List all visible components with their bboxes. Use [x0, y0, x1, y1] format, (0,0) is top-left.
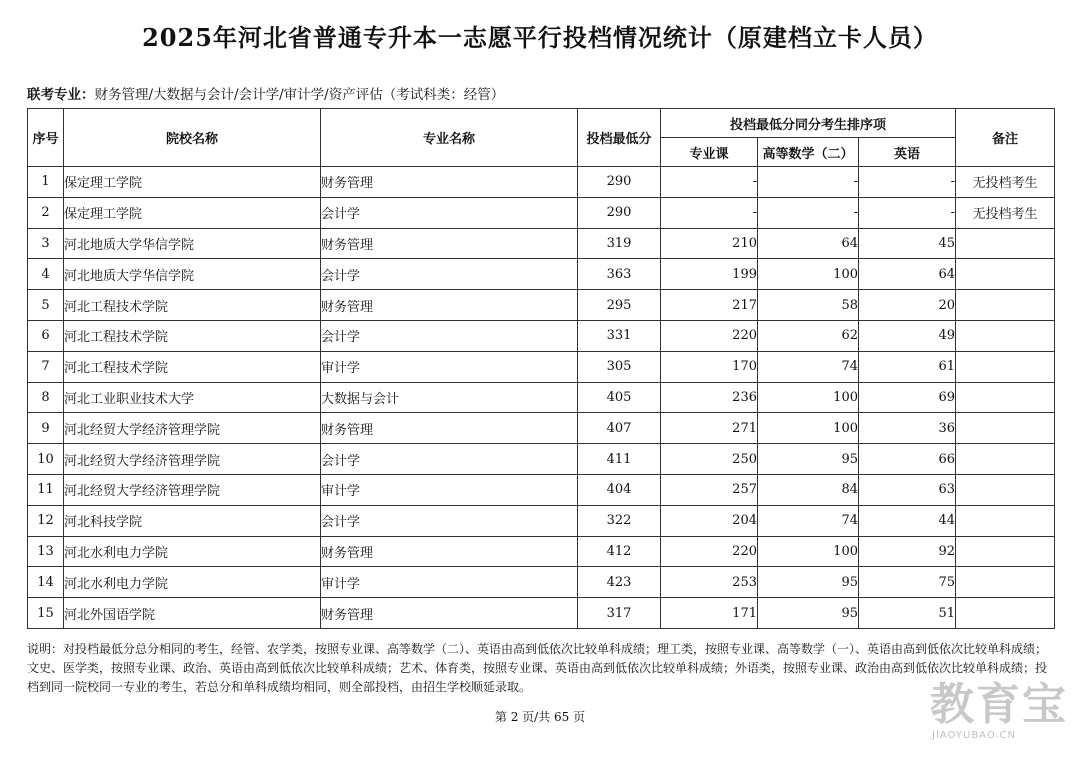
- row-min-score: 363: [578, 259, 661, 290]
- row-prof: 170: [661, 351, 758, 382]
- row-remark: 无投档考生: [956, 167, 1055, 198]
- row-major: 审计学: [321, 351, 578, 382]
- row-remark: [956, 536, 1055, 567]
- row-remark: [956, 474, 1055, 505]
- row-eng: 20: [859, 290, 956, 321]
- row-major: 财务管理: [321, 598, 578, 629]
- table-row: [28, 536, 1055, 567]
- row-school: 河北外国语学院: [64, 598, 321, 629]
- row-prof: 220: [661, 320, 758, 351]
- row-min-score: 405: [578, 382, 661, 413]
- row-seq: 3: [28, 228, 64, 259]
- row-prof: 271: [661, 413, 758, 444]
- row-math: 74: [758, 505, 859, 536]
- row-eng: 45: [859, 228, 956, 259]
- row-math: 100: [758, 413, 859, 444]
- header-prof: 专业课: [661, 138, 758, 167]
- row-major: 会计学: [321, 505, 578, 536]
- row-prof: 257: [661, 474, 758, 505]
- row-math: 62: [758, 320, 859, 351]
- admission-table: [27, 108, 1055, 629]
- row-prof: 210: [661, 228, 758, 259]
- table-body: [28, 167, 1055, 629]
- document-title: 2025年河北省普通专升本一志愿平行投档情况统计（原建档立卡人员）: [142, 23, 938, 52]
- row-remark: 无投档考生: [956, 197, 1055, 228]
- row-school: 河北科技学院: [64, 505, 321, 536]
- row-major: 财务管理: [321, 536, 578, 567]
- row-school: 河北地质大学华信学院: [64, 228, 321, 259]
- header-eng: 英语: [859, 138, 956, 167]
- table-row: [28, 444, 1055, 475]
- header-tie-group: 投档最低分同分考生排序项: [661, 109, 956, 138]
- row-seq: 1: [28, 167, 64, 198]
- row-school: 河北工程技术学院: [64, 290, 321, 321]
- row-eng: -: [859, 167, 956, 198]
- row-major: 会计学: [321, 259, 578, 290]
- row-eng: 51: [859, 598, 956, 629]
- row-min-score: 322: [578, 505, 661, 536]
- row-prof: -: [661, 167, 758, 198]
- row-seq: 12: [28, 505, 64, 536]
- subject-line: [27, 83, 504, 103]
- row-remark: [956, 382, 1055, 413]
- row-min-score: 423: [578, 567, 661, 598]
- row-math: 100: [758, 382, 859, 413]
- row-prof: 199: [661, 259, 758, 290]
- row-remark: [956, 444, 1055, 475]
- header-math: 高等数学（二）: [758, 138, 859, 167]
- row-eng: -: [859, 197, 956, 228]
- row-major: 财务管理: [321, 228, 578, 259]
- row-major: 审计学: [321, 567, 578, 598]
- row-seq: 7: [28, 351, 64, 382]
- table-row: [28, 351, 1055, 382]
- row-school: 河北经贸大学经济管理学院: [64, 413, 321, 444]
- row-eng: 64: [859, 259, 956, 290]
- row-eng: 63: [859, 474, 956, 505]
- table-row: [28, 197, 1055, 228]
- row-eng: 49: [859, 320, 956, 351]
- subject-value: 财务管理/大数据与会计/会计学/审计学/资产评估（考试科类：经管）: [94, 87, 505, 103]
- row-major: 大数据与会计: [321, 382, 578, 413]
- row-seq: 11: [28, 474, 64, 505]
- row-math: 64: [758, 228, 859, 259]
- row-eng: 92: [859, 536, 956, 567]
- row-min-score: 290: [578, 197, 661, 228]
- row-min-score: 407: [578, 413, 661, 444]
- table-row: [28, 167, 1055, 198]
- row-seq: 8: [28, 382, 64, 413]
- row-major: 会计学: [321, 197, 578, 228]
- row-prof: 236: [661, 382, 758, 413]
- row-min-score: 404: [578, 474, 661, 505]
- table-row: [28, 259, 1055, 290]
- row-major: 审计学: [321, 474, 578, 505]
- watermark-text: 教育宝: [930, 679, 1068, 730]
- row-remark: [956, 351, 1055, 382]
- row-school: 河北经贸大学经济管理学院: [64, 444, 321, 475]
- row-prof: -: [661, 197, 758, 228]
- row-seq: 9: [28, 413, 64, 444]
- row-major: 财务管理: [321, 290, 578, 321]
- row-seq: 5: [28, 290, 64, 321]
- row-seq: 10: [28, 444, 64, 475]
- row-min-score: 305: [578, 351, 661, 382]
- row-eng: 69: [859, 382, 956, 413]
- row-prof: 217: [661, 290, 758, 321]
- row-seq: 6: [28, 320, 64, 351]
- table-row: [28, 228, 1055, 259]
- table-row: [28, 290, 1055, 321]
- row-seq: 2: [28, 197, 64, 228]
- row-math: -: [758, 197, 859, 228]
- row-remark: [956, 598, 1055, 629]
- table-row: [28, 505, 1055, 536]
- table-row: [28, 598, 1055, 629]
- row-prof: 220: [661, 536, 758, 567]
- table-row: [28, 382, 1055, 413]
- row-math: 84: [758, 474, 859, 505]
- subject-label: 联考专业：: [27, 87, 95, 103]
- row-math: 95: [758, 598, 859, 629]
- row-school: 河北工程技术学院: [64, 320, 321, 351]
- row-min-score: 331: [578, 320, 661, 351]
- row-prof: 204: [661, 505, 758, 536]
- row-school: 河北水利电力学院: [64, 567, 321, 598]
- row-eng: 61: [859, 351, 956, 382]
- row-math: 100: [758, 259, 859, 290]
- explanation-note: 说明：对投档最低分总分相同的考生，经管、农学类，按照专业课、高等数学（二）、英语由高到低依次比较单科成绩；理工类，按照专业课、高等数学（一）、英语由高到低依次比较单科成绩；文史、医学类，按照专业课、政治、英语由高到低依次比较单科成绩；艺术、体育类，按照专业课、英语由高到低依次比较单科成绩；外语类，按照专业课、政治由高到低依次比较单科成绩；投档到同一院校同一专业的考生，若总分和单科成绩均相同，则全部投档，由招生学校顺延录取。: [27, 642, 1048, 694]
- table-row: [28, 474, 1055, 505]
- row-eng: 44: [859, 505, 956, 536]
- row-min-score: 412: [578, 536, 661, 567]
- row-math: 95: [758, 567, 859, 598]
- page-number: 第 2 页/共 65 页: [494, 710, 586, 724]
- row-remark: [956, 228, 1055, 259]
- row-school: 保定理工学院: [64, 197, 321, 228]
- row-school: 河北经贸大学经济管理学院: [64, 474, 321, 505]
- row-min-score: 411: [578, 444, 661, 475]
- row-remark: [956, 320, 1055, 351]
- row-eng: 75: [859, 567, 956, 598]
- header-remark: 备注: [956, 109, 1055, 167]
- row-eng: 66: [859, 444, 956, 475]
- row-seq: 15: [28, 598, 64, 629]
- table-row: [28, 413, 1055, 444]
- watermark-sub: JIAOYUBAO.CN: [932, 730, 1016, 741]
- header-min-score: 投档最低分: [578, 109, 661, 167]
- row-math: 100: [758, 536, 859, 567]
- table-row: [28, 320, 1055, 351]
- row-min-score: 319: [578, 228, 661, 259]
- row-major: 会计学: [321, 320, 578, 351]
- row-major: 会计学: [321, 444, 578, 475]
- row-remark: [956, 259, 1055, 290]
- row-major: 财务管理: [321, 413, 578, 444]
- row-eng: 36: [859, 413, 956, 444]
- header-seq: 序号: [28, 109, 64, 167]
- row-seq: 14: [28, 567, 64, 598]
- row-math: 58: [758, 290, 859, 321]
- row-remark: [956, 567, 1055, 598]
- row-school: 河北工业职业技术大学: [64, 382, 321, 413]
- row-school: 保定理工学院: [64, 167, 321, 198]
- row-school: 河北工程技术学院: [64, 351, 321, 382]
- table-row: [28, 567, 1055, 598]
- row-prof: 250: [661, 444, 758, 475]
- row-remark: [956, 505, 1055, 536]
- row-seq: 13: [28, 536, 64, 567]
- row-seq: 4: [28, 259, 64, 290]
- row-min-score: 317: [578, 598, 661, 629]
- header-major: 专业名称: [321, 109, 578, 167]
- row-prof: 253: [661, 567, 758, 598]
- row-remark: [956, 290, 1055, 321]
- row-math: 95: [758, 444, 859, 475]
- watermark-logo: [930, 668, 1070, 748]
- header-school: 院校名称: [64, 109, 321, 167]
- row-remark: [956, 413, 1055, 444]
- row-prof: 171: [661, 598, 758, 629]
- row-major: 财务管理: [321, 167, 578, 198]
- row-school: 河北地质大学华信学院: [64, 259, 321, 290]
- row-math: -: [758, 167, 859, 198]
- row-min-score: 290: [578, 167, 661, 198]
- row-min-score: 295: [578, 290, 661, 321]
- row-math: 74: [758, 351, 859, 382]
- row-school: 河北水利电力学院: [64, 536, 321, 567]
